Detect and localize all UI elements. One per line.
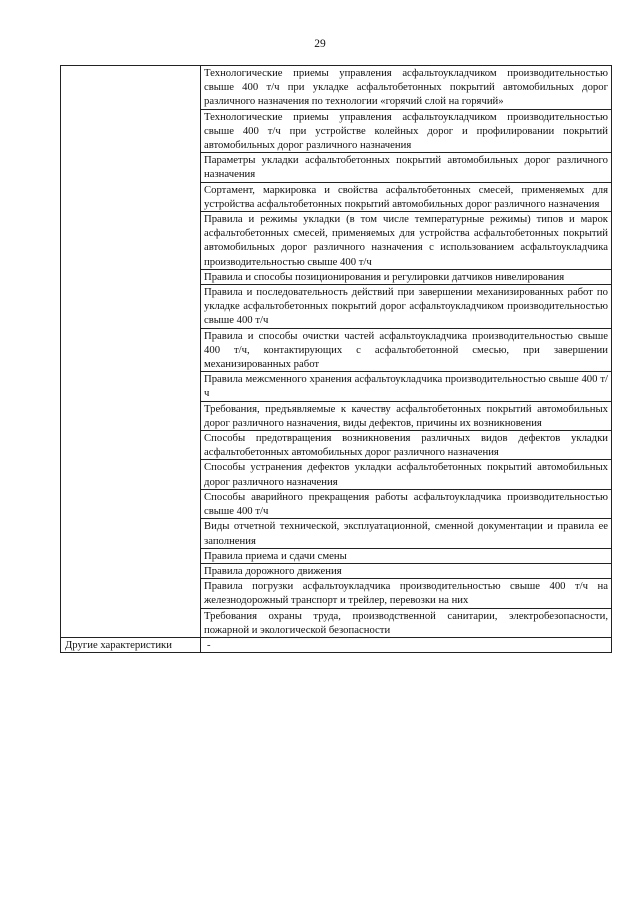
table-row (61, 66, 612, 110)
table-cell-knowledge: Технологические приемы управления асфальтоукладчиком производительностью свыше 400 т/ч при укладке асфальтобетонных покрытий автомобильных дорог различного назначения по технологии «горячий слой на горячий» (201, 66, 612, 110)
table-cell-knowledge: Требования, предъявляемые к качеству асфальтобетонных покрытий автомобильных дорог различного назначения, виды дефектов, причины их возникновения (201, 401, 612, 430)
requirements-table (60, 65, 612, 653)
table-cell-knowledge: Требования охраны труда, производственной санитарии, электробезопасности, пожарной и экологической безопасности (201, 608, 612, 637)
table-cell-knowledge: Технологические приемы управления асфальтоукладчиком производительностью свыше 400 т/ч при устройстве колейных дорог и профилировании покрытий автомобильных дорог различного назначения (201, 109, 612, 153)
table-cell-knowledge: Способы предотвращения возникновения различных видов дефектов укладки асфальтобетонных автомобильных дорог различного назначения (201, 431, 612, 460)
table-cell-knowledge: Правила и режимы укладки (в том числе температурные режимы) типов и марок асфальтобетонных смесей, применяемых для устройства асфальтобетонных покрытий автомобильных дорог различного назначения с использованием асфальтоукладчика производительностью свыше 400 т/ч (201, 212, 612, 270)
table-cell-knowledge: Правила межсменного хранения асфальтоукладчика производительностью свыше 400 т/ч (201, 372, 612, 401)
other-characteristics-value: - (201, 637, 612, 652)
table-cell-knowledge: Правила и последовательность действий при завершении механизированных работ по укладке асфальтобетонных покрытий дорог асфальтоукладчиком производительностью свыше 400 т/ч (201, 285, 612, 329)
table-cell-knowledge: Сортамент, маркировка и свойства асфальтобетонных смесей, применяемых для устройства асфальтобетонных покрытий автомобильных дорог различного назначения (201, 182, 612, 211)
table-cell-left-empty (61, 66, 201, 638)
table-row-other (61, 637, 612, 652)
table-cell-knowledge: Параметры укладки асфальтобетонных покрытий автомобильных дорог различного назначения (201, 153, 612, 182)
table-cell-knowledge: Правила приема и сдачи смены (201, 548, 612, 563)
page-number: 29 (314, 38, 326, 50)
table-cell-knowledge: Виды отчетной технической, эксплуатационной, сменной документации и правила ее заполнения (201, 519, 612, 548)
other-characteristics-label: Другие характеристики (61, 637, 201, 652)
table-cell-knowledge: Правила дорожного движения (201, 563, 612, 578)
table-cell-knowledge: Правила и способы очистки частей асфальтоукладчика производительностью свыше 400 т/ч, контактирующих с асфальтобетонной смесью, при завершении механизированных работ (201, 328, 612, 372)
table-cell-knowledge: Правила и способы позиционирования и регулировки датчиков нивелирования (201, 269, 612, 284)
table-cell-knowledge: Способы аварийного прекращения работы асфальтоукладчика производительностью свыше 400 т/ч (201, 489, 612, 518)
table-body (61, 66, 612, 653)
table-cell-knowledge: Способы устранения дефектов укладки асфальтобетонных покрытий автомобильных дорог различного назначения (201, 460, 612, 489)
table-cell-knowledge: Правила погрузки асфальтоукладчика производительностью свыше 400 т/ч на железнодорожный транспорт и трейлер, перевозки на них (201, 579, 612, 608)
